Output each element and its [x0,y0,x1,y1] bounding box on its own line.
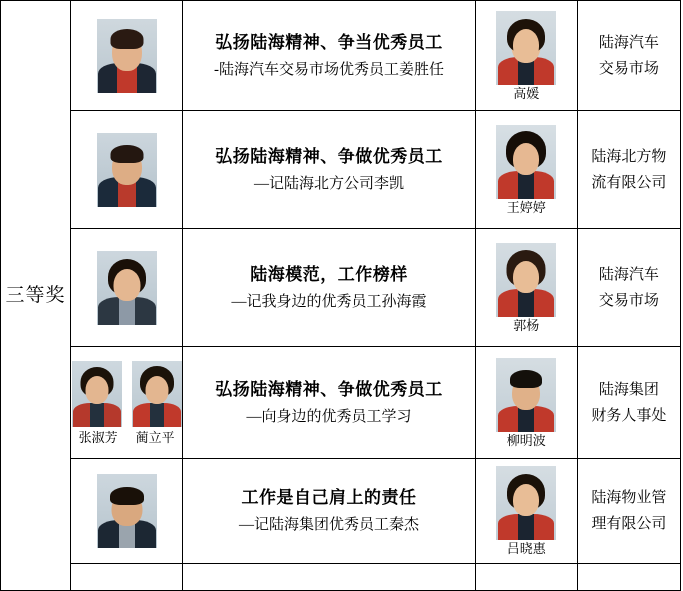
author-photo [496,125,556,199]
table-row [1,347,681,459]
table-row [1,459,681,564]
author-cell [475,1,577,111]
prize-category-cell [1,1,71,591]
person-photo [72,361,122,427]
article-title: 陆海模范，工作榜样 [250,264,408,284]
subject-name: 张淑芳 [78,429,118,445]
photo-item [132,361,182,427]
department-line: 陆海汽车 [598,34,659,51]
empty-cell [577,564,680,591]
article-title: 弘扬陆海精神、争做优秀员工 [215,146,443,166]
person-photo [97,19,157,93]
empty-cell [475,564,577,591]
person-photo [97,133,157,207]
table-row-partial [1,564,681,591]
department-line: 陆海北方物 [591,148,667,165]
person-photo [97,251,157,325]
subject-photo-cell [71,111,183,229]
author-cell [475,347,577,459]
photo-item [72,361,122,427]
department-cell [577,229,680,347]
department-line: 陆海物业管 [591,490,667,506]
department-line: 交易市场 [598,60,659,77]
article-title-cell [183,229,475,347]
article-subtitle: -陆海汽车交易市场优秀员工姜胜任 [213,61,444,78]
author-name: 王婷婷 [506,199,546,215]
article-title-cell [183,1,475,111]
department-line: 陆海汽车 [598,266,659,283]
empty-cell [71,564,183,591]
person-photo [132,361,182,427]
article-title: 弘扬陆海精神、争做优秀员工 [215,379,443,399]
author-name: 高媛 [513,85,540,101]
photo-item [97,133,157,207]
article-title-cell [183,111,475,229]
department-line: 财务人事处 [591,407,667,424]
article-subtitle: —记陆海集团优秀员工秦杰 [238,517,419,533]
article-subtitle: —记我身边的优秀员工孙海霞 [231,293,427,310]
author-photo [496,11,556,85]
person-photo [97,474,157,548]
author-cell [475,459,577,564]
subject-name: 蔺立平 [135,429,175,445]
article-title: 工作是自己肩上的责任 [241,488,417,507]
subject-photo-cell [71,347,183,459]
department-line: 理有限公司 [591,516,667,532]
photo-item [97,474,157,548]
author-name: 吕晓惠 [506,541,546,556]
article-title: 弘扬陆海精神、争当优秀员工 [215,32,443,52]
author-photo [496,358,556,432]
article-title-cell [183,459,475,564]
author-photo [496,466,556,540]
department-cell [577,1,680,111]
author-name: 郭杨 [513,317,540,333]
author-name: 柳明波 [506,432,546,448]
author-cell [475,229,577,347]
table-row [1,1,681,111]
department-line: 交易市场 [598,292,659,309]
subject-photo-cell [71,459,183,564]
article-title-cell [183,347,475,459]
author-cell [475,111,577,229]
department-cell [577,459,680,564]
table-row [1,111,681,229]
subject-photo-cell [71,229,183,347]
article-subtitle: —向身边的优秀员工学习 [246,408,412,425]
article-subtitle: —记陆海北方公司李凯 [253,175,404,192]
photo-item [97,19,157,93]
prize-category-label: 三等奖 [5,284,66,306]
author-photo [496,243,556,317]
department-line: 陆海集团 [598,381,659,398]
table-row [1,229,681,347]
department-cell [577,111,680,229]
empty-cell [183,564,475,591]
photo-item [97,251,157,325]
department-line: 流有限公司 [591,174,667,191]
subject-photo-cell [71,1,183,111]
department-cell [577,347,680,459]
